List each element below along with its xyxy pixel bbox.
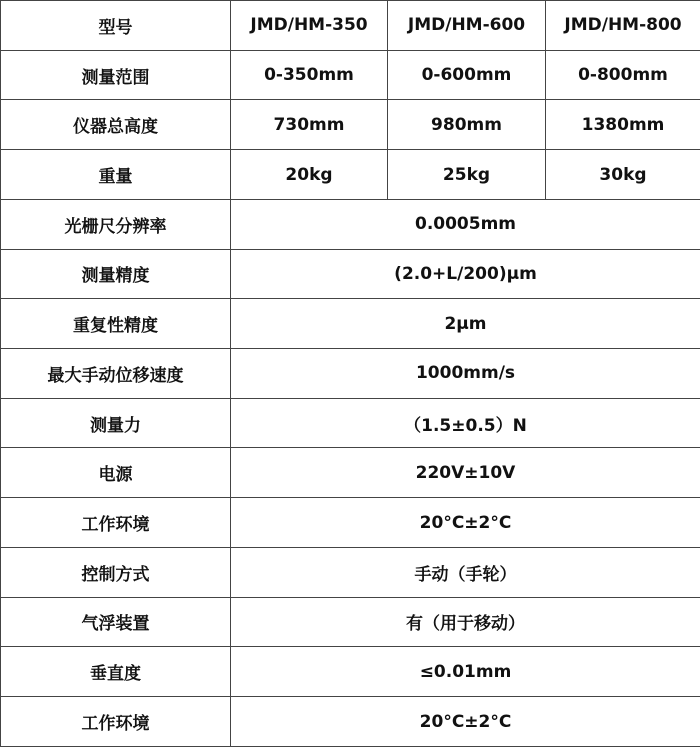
row-label: 工作环境 — [1, 697, 231, 747]
row-label: 测量精度 — [1, 249, 231, 299]
cell-value: 1380mm — [546, 100, 700, 150]
model-800: JMD/HM-800 — [546, 1, 700, 51]
cell-value: 980mm — [388, 100, 546, 150]
row-total-height — [1, 100, 700, 150]
header-label: 型号 — [1, 1, 231, 51]
row-label: 工作环境 — [1, 498, 231, 548]
cell-value: 2μm — [231, 299, 700, 349]
row-control-mode — [1, 547, 700, 597]
cell-value: 25kg — [388, 150, 546, 200]
row-weight — [1, 150, 700, 200]
row-repeatability — [1, 299, 700, 349]
row-label: 测量力 — [1, 398, 231, 448]
row-measuring-force — [1, 398, 700, 448]
cell-value: 220V±10V — [231, 448, 700, 498]
row-label: 气浮装置 — [1, 597, 231, 647]
row-air-float-device — [1, 597, 700, 647]
row-label: 垂直度 — [1, 647, 231, 697]
row-power-supply — [1, 448, 700, 498]
cell-value: ≤0.01mm — [231, 647, 700, 697]
row-measuring-range — [1, 50, 700, 100]
cell-value: 0-350mm — [231, 50, 388, 100]
row-working-environment — [1, 498, 700, 548]
cell-value: 20°C±2°C — [231, 498, 700, 548]
row-working-environment-2 — [1, 697, 700, 747]
cell-value: 20kg — [231, 150, 388, 200]
row-label: 重复性精度 — [1, 299, 231, 349]
cell-value: 0-800mm — [546, 50, 700, 100]
row-label: 仪器总高度 — [1, 100, 231, 150]
row-label: 重量 — [1, 150, 231, 200]
row-label: 控制方式 — [1, 547, 231, 597]
row-label: 光栅尺分辨率 — [1, 199, 231, 249]
row-max-manual-speed — [1, 349, 700, 399]
row-label: 电源 — [1, 448, 231, 498]
row-label: 最大手动位移速度 — [1, 349, 231, 399]
header-row — [1, 1, 700, 51]
cell-value: 有（用于移动） — [231, 597, 700, 647]
cell-value: 1000mm/s — [231, 349, 700, 399]
cell-value: 30kg — [546, 150, 700, 200]
cell-value: 0-600mm — [388, 50, 546, 100]
row-perpendicularity — [1, 647, 700, 697]
cell-value: (2.0+L/200)μm — [231, 249, 700, 299]
cell-value: 手动（手轮） — [231, 547, 700, 597]
model-350: JMD/HM-350 — [231, 1, 388, 51]
model-600: JMD/HM-600 — [388, 1, 546, 51]
cell-value: （1.5±0.5）N — [231, 398, 700, 448]
row-label: 测量范围 — [1, 50, 231, 100]
row-grating-resolution — [1, 199, 700, 249]
cell-value: 20°C±2°C — [231, 697, 700, 747]
row-measuring-accuracy — [1, 249, 700, 299]
cell-value: 0.0005mm — [231, 199, 700, 249]
cell-value: 730mm — [231, 100, 388, 150]
